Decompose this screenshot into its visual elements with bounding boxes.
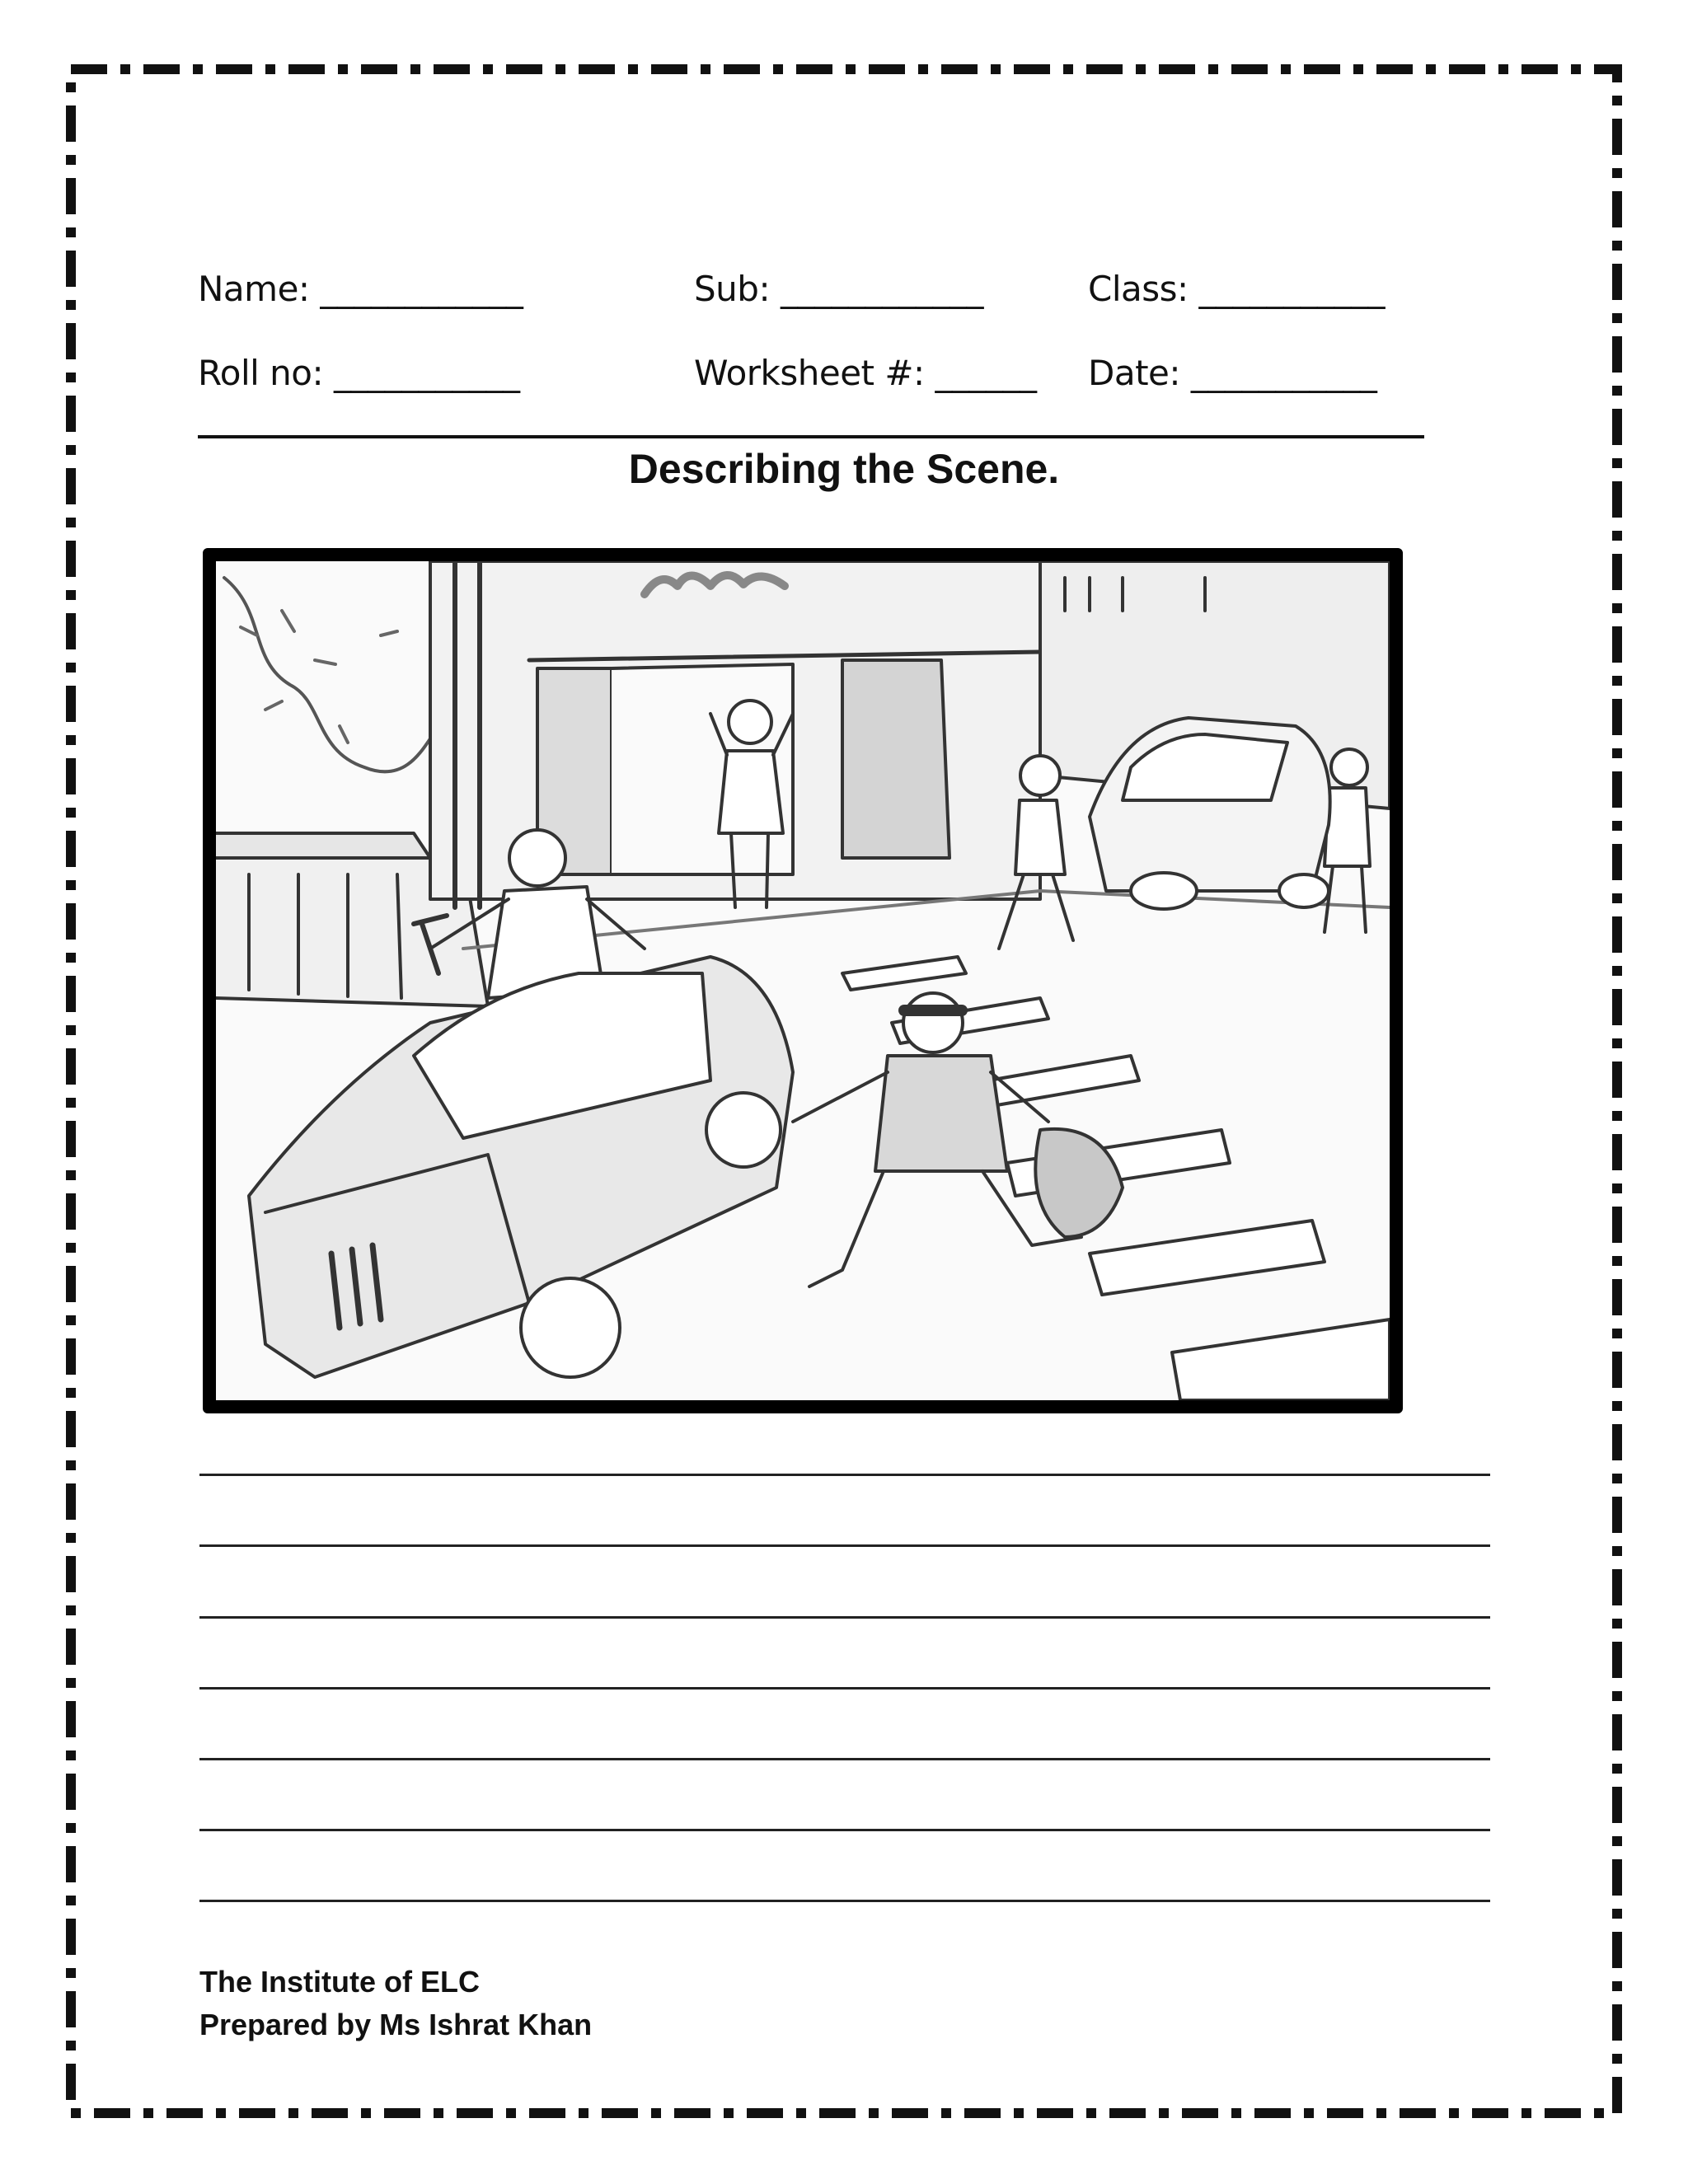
writing-line[interactable] xyxy=(199,1900,1490,1902)
writing-line[interactable] xyxy=(199,1829,1490,1831)
worksheet-title: Describing the Scene. xyxy=(628,446,1060,492)
writing-line[interactable] xyxy=(199,1474,1490,1476)
writing-line[interactable] xyxy=(199,1758,1490,1760)
writing-line[interactable] xyxy=(199,1616,1490,1619)
writing-line[interactable] xyxy=(199,1544,1490,1547)
date-field[interactable]: Date: ___________ xyxy=(1088,353,1377,393)
subject-field[interactable]: Sub: ____________ xyxy=(694,269,983,309)
class-field[interactable]: Class: ___________ xyxy=(1088,269,1385,309)
prepared-by: Prepared by Ms Ishrat Khan xyxy=(199,2008,593,2041)
institute-name: The Institute of ELC xyxy=(199,1965,480,1999)
worksheet-number-field[interactable]: Worksheet #: ______ xyxy=(694,353,1037,393)
name-field[interactable]: Name: ____________ xyxy=(198,269,523,309)
writing-line[interactable] xyxy=(199,1687,1490,1690)
header-divider xyxy=(198,435,1424,438)
roll-number-field[interactable]: Roll no: ___________ xyxy=(198,353,520,393)
scene-drawing xyxy=(216,561,1390,1400)
robbery-street-scene-image xyxy=(203,548,1403,1413)
